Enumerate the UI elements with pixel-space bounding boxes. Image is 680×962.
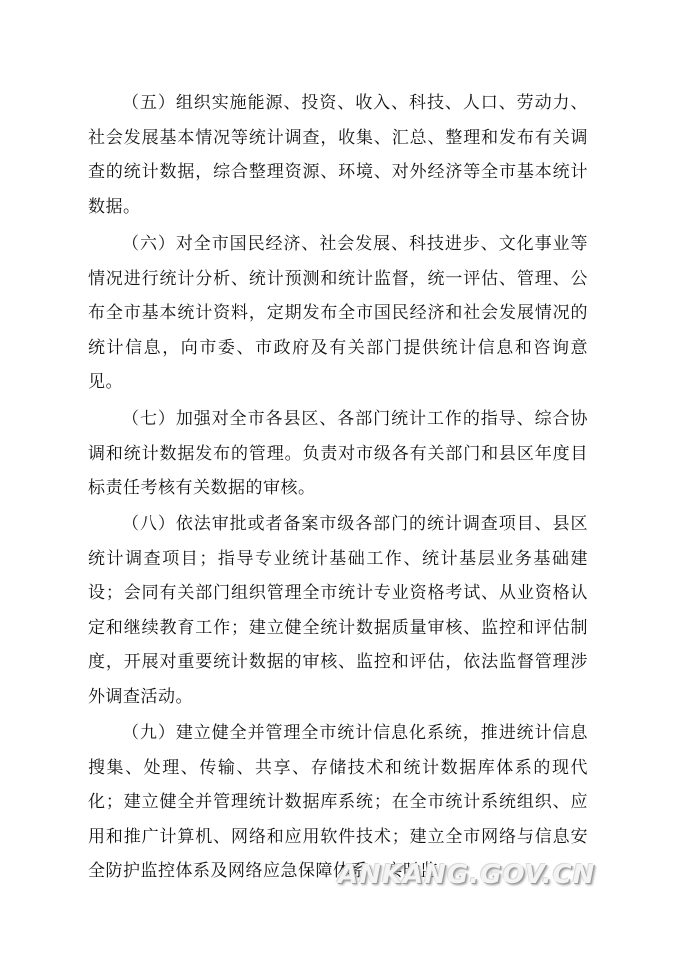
paragraph-item-7: （七）加强对全市各县区、各部门统计工作的指导、综合协调和统计数据发布的管理。负责对市级各有关部门和县区年度目标责任考核有关数据的审核。 (88, 409, 588, 498)
paragraph-item-6: （六）对全市国民经济、社会发展、科技进步、文化事业等情况进行统计分析、统计预测和统计监督，统一评估、管理、公布全市基本统计资料，定期发布全市国民经济和社会发展情况的统计信息，向市委、市政府及有关部门提供统计信息和咨询意见。 (88, 234, 588, 392)
site-watermark: ANKANG.GOV.CN (338, 860, 596, 890)
paragraph-item-9: （九）建立健全并管理全市统计信息化系统，推进统计信息搜集、处理、传输、共享、存储技术和统计数据库体系的现代化；建立健全并管理统计数据库系统；在全市统计系统组织、应用和推广计算机、网络和应用软件技术；建立全市网络与信息安全防护监控体系及网络应急保障体系，实时监 (88, 723, 588, 881)
paragraph-item-8: （八）依法审批或者备案市级各部门的统计调查项目、县区统计调查项目；指导专业统计基础工作、统计基层业务基础建设；会同有关部门组织管理全市统计专业资格考试、从业资格认定和继续教育工作；建立健全统计数据质量审核、监控和评估制度，开展对重要统计数据的审核、监控和评估，依法监督管理涉外调查活动。 (88, 514, 588, 707)
paragraph-item-5: （五）组织实施能源、投资、收入、科技、人口、劳动力、社会发展基本情况等统计调查，收集、汇总、整理和发布有关调查的统计数据，综合整理资源、环境、对外经济等全市基本统计数据。 (88, 93, 588, 217)
